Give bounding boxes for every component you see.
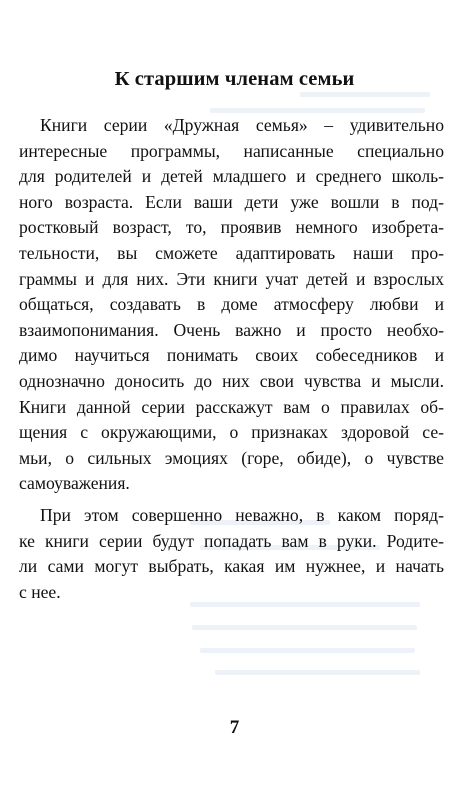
text-line: тельности, вы сможете адаптировать наши про- xyxy=(19,242,444,263)
text-line: Книги серии «Дружная семья» – удивительно xyxy=(40,115,444,135)
show-through-mark xyxy=(215,670,420,675)
text-line: интересные программы, написанные специально xyxy=(19,140,444,161)
text-line: ке книги серии будут попадать вам в руки. Родите- xyxy=(19,530,444,551)
text-line: однозначно доносить до них свои чувства и мысли. xyxy=(19,370,444,391)
text-line: мьи, о сильных эмоциях (горе, обиде), о чувстве xyxy=(19,447,444,468)
page-number: 7 xyxy=(229,717,240,738)
show-through-mark xyxy=(300,92,430,97)
text-line: с нее. xyxy=(19,581,61,602)
text-line: общаться, создавать в доме атмосферу любви и xyxy=(19,294,444,315)
text-line: взаимопонимания. Очень важно и просто необхо- xyxy=(19,319,444,340)
text-line: самоуважения. xyxy=(19,473,130,494)
text-line: щения с окружающими, о признаках здоровой се- xyxy=(19,422,444,443)
text-line: Книги данной серии расскажут вам о правилах об- xyxy=(19,396,444,417)
body-text xyxy=(19,113,444,605)
text-line: При этом совершенно неважно, в каком поряд- xyxy=(40,504,444,525)
text-line: ростковый возраст, то, проявив немного изобрета- xyxy=(19,217,444,238)
text-line: для родителей и детей младшего и среднего школь- xyxy=(19,166,444,187)
show-through-mark xyxy=(192,625,417,630)
text-line: димо научиться понимать своих собеседников и xyxy=(19,345,444,366)
paragraph-1 xyxy=(19,113,444,497)
chapter-heading: К старшим членам семьи xyxy=(114,68,355,90)
text-line: ного возраста. Если ваши дети уже вошли в под- xyxy=(19,191,444,212)
text-line: ли сами могут выбрать, какая им нужнее, и начать xyxy=(19,556,444,577)
show-through-mark xyxy=(200,648,415,653)
paragraph-2 xyxy=(19,503,444,605)
text-line: граммы и для них. Эти книги учат детей и взрослых xyxy=(19,268,444,289)
